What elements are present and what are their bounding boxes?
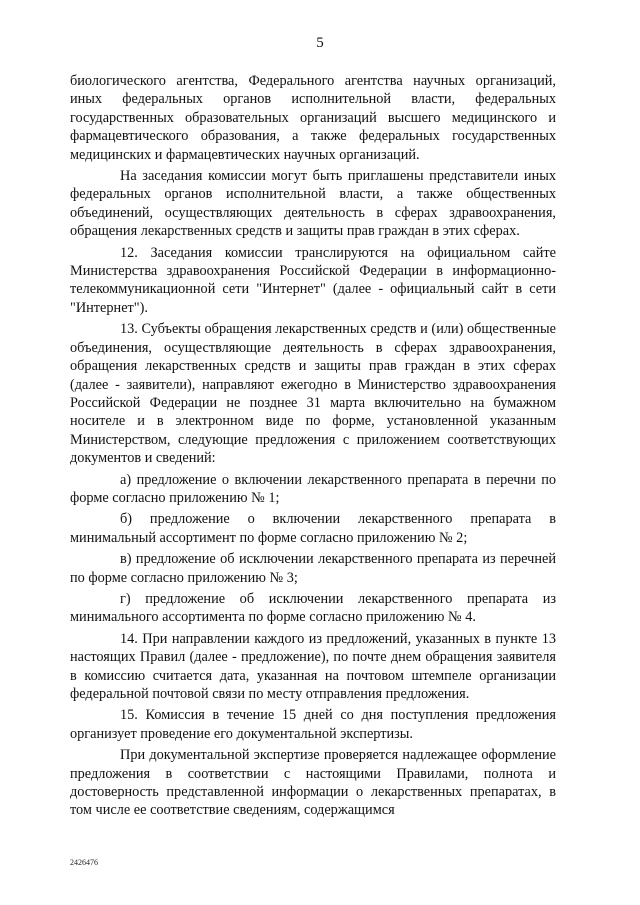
paragraph-item-13: 13. Субъекты обращения лекарственных средств и (или) общественные объединения, осуществляющие деятельность в сферах здравоохранения, обращения лекарственных средств и защиты прав граждан в этих сферах (далее - заявители), направляют ежегодно в Министерство здравоохранения Российской Федерации не позднее 31 марта включительно на бумажном носителе и в электронном виде по форме, установленной указанным Министерством, следующие предложения с приложением соответствующих документов и сведений: [70,321,556,467]
paragraph-item-12: 12. Заседания комиссии транслируются на официальном сайте Министерства здравоохранения Российской Федерации в информационно-телекоммуникационной сети "Интернет" (далее - официальный сайт в сети "Интернет"). [70,244,556,316]
paragraph-subitem-a: а) предложение о включении лекарственного препарата в перечни по форме согласно приложению № 1; [70,471,556,506]
paragraph-subitem-v: в) предложение об исключении лекарственного препарата из перечней по форме согласно приложению № 3; [70,551,556,586]
paragraph: На заседания комиссии могут быть приглашены представители иных федеральных органов исполнительной власти, а также общественных объединений, осуществляющих деятельность в сферах здравоохранения, обращения лекарственных средств и защиты прав граждан в этих сферах. [70,168,556,240]
paragraph-continuation: биологического агентства, Федерального агентства научных организаций, иных федеральных органов исполнительной власти, федеральных государственных образовательных организаций высшего медицинского и фармацевтического образования, а также федеральных государственных медицинских и фармацевтических научных организаций. [70,73,556,163]
document-body [70,72,556,820]
paragraph-item-15: 15. Комиссия в течение 15 дней со дня поступления предложения организует проведение его документальной экспертизы. [70,707,556,742]
paragraph-subitem-b: б) предложение о включении лекарственного препарата в минимальный ассортимент по форме согласно приложению № 2; [70,511,556,546]
paragraph-subitem-g: г) предложение об исключении лекарственного препарата из минимального ассортимента по форме согласно приложению № 4. [70,590,556,626]
paragraph: При документальной экспертизе проверяется надлежащее оформление предложения в соответствии с настоящими Правилами, полнота и достоверность представленной информации о лекарственных препаратах, в том числе ее соответствие сведениям, содержащимся [70,747,556,819]
document-code: 2426476 [70,858,98,867]
paragraph-item-14: 14. При направлении каждого из предложений, указанных в пункте 13 настоящих Правил (далее - предложение), по почте днем обращения заявителя в комиссию считается дата, указанная на почтовом штемпеле организации федеральной почтовой связи по месту отправления предложения. [70,630,556,702]
page-number: 5 [316,35,324,51]
